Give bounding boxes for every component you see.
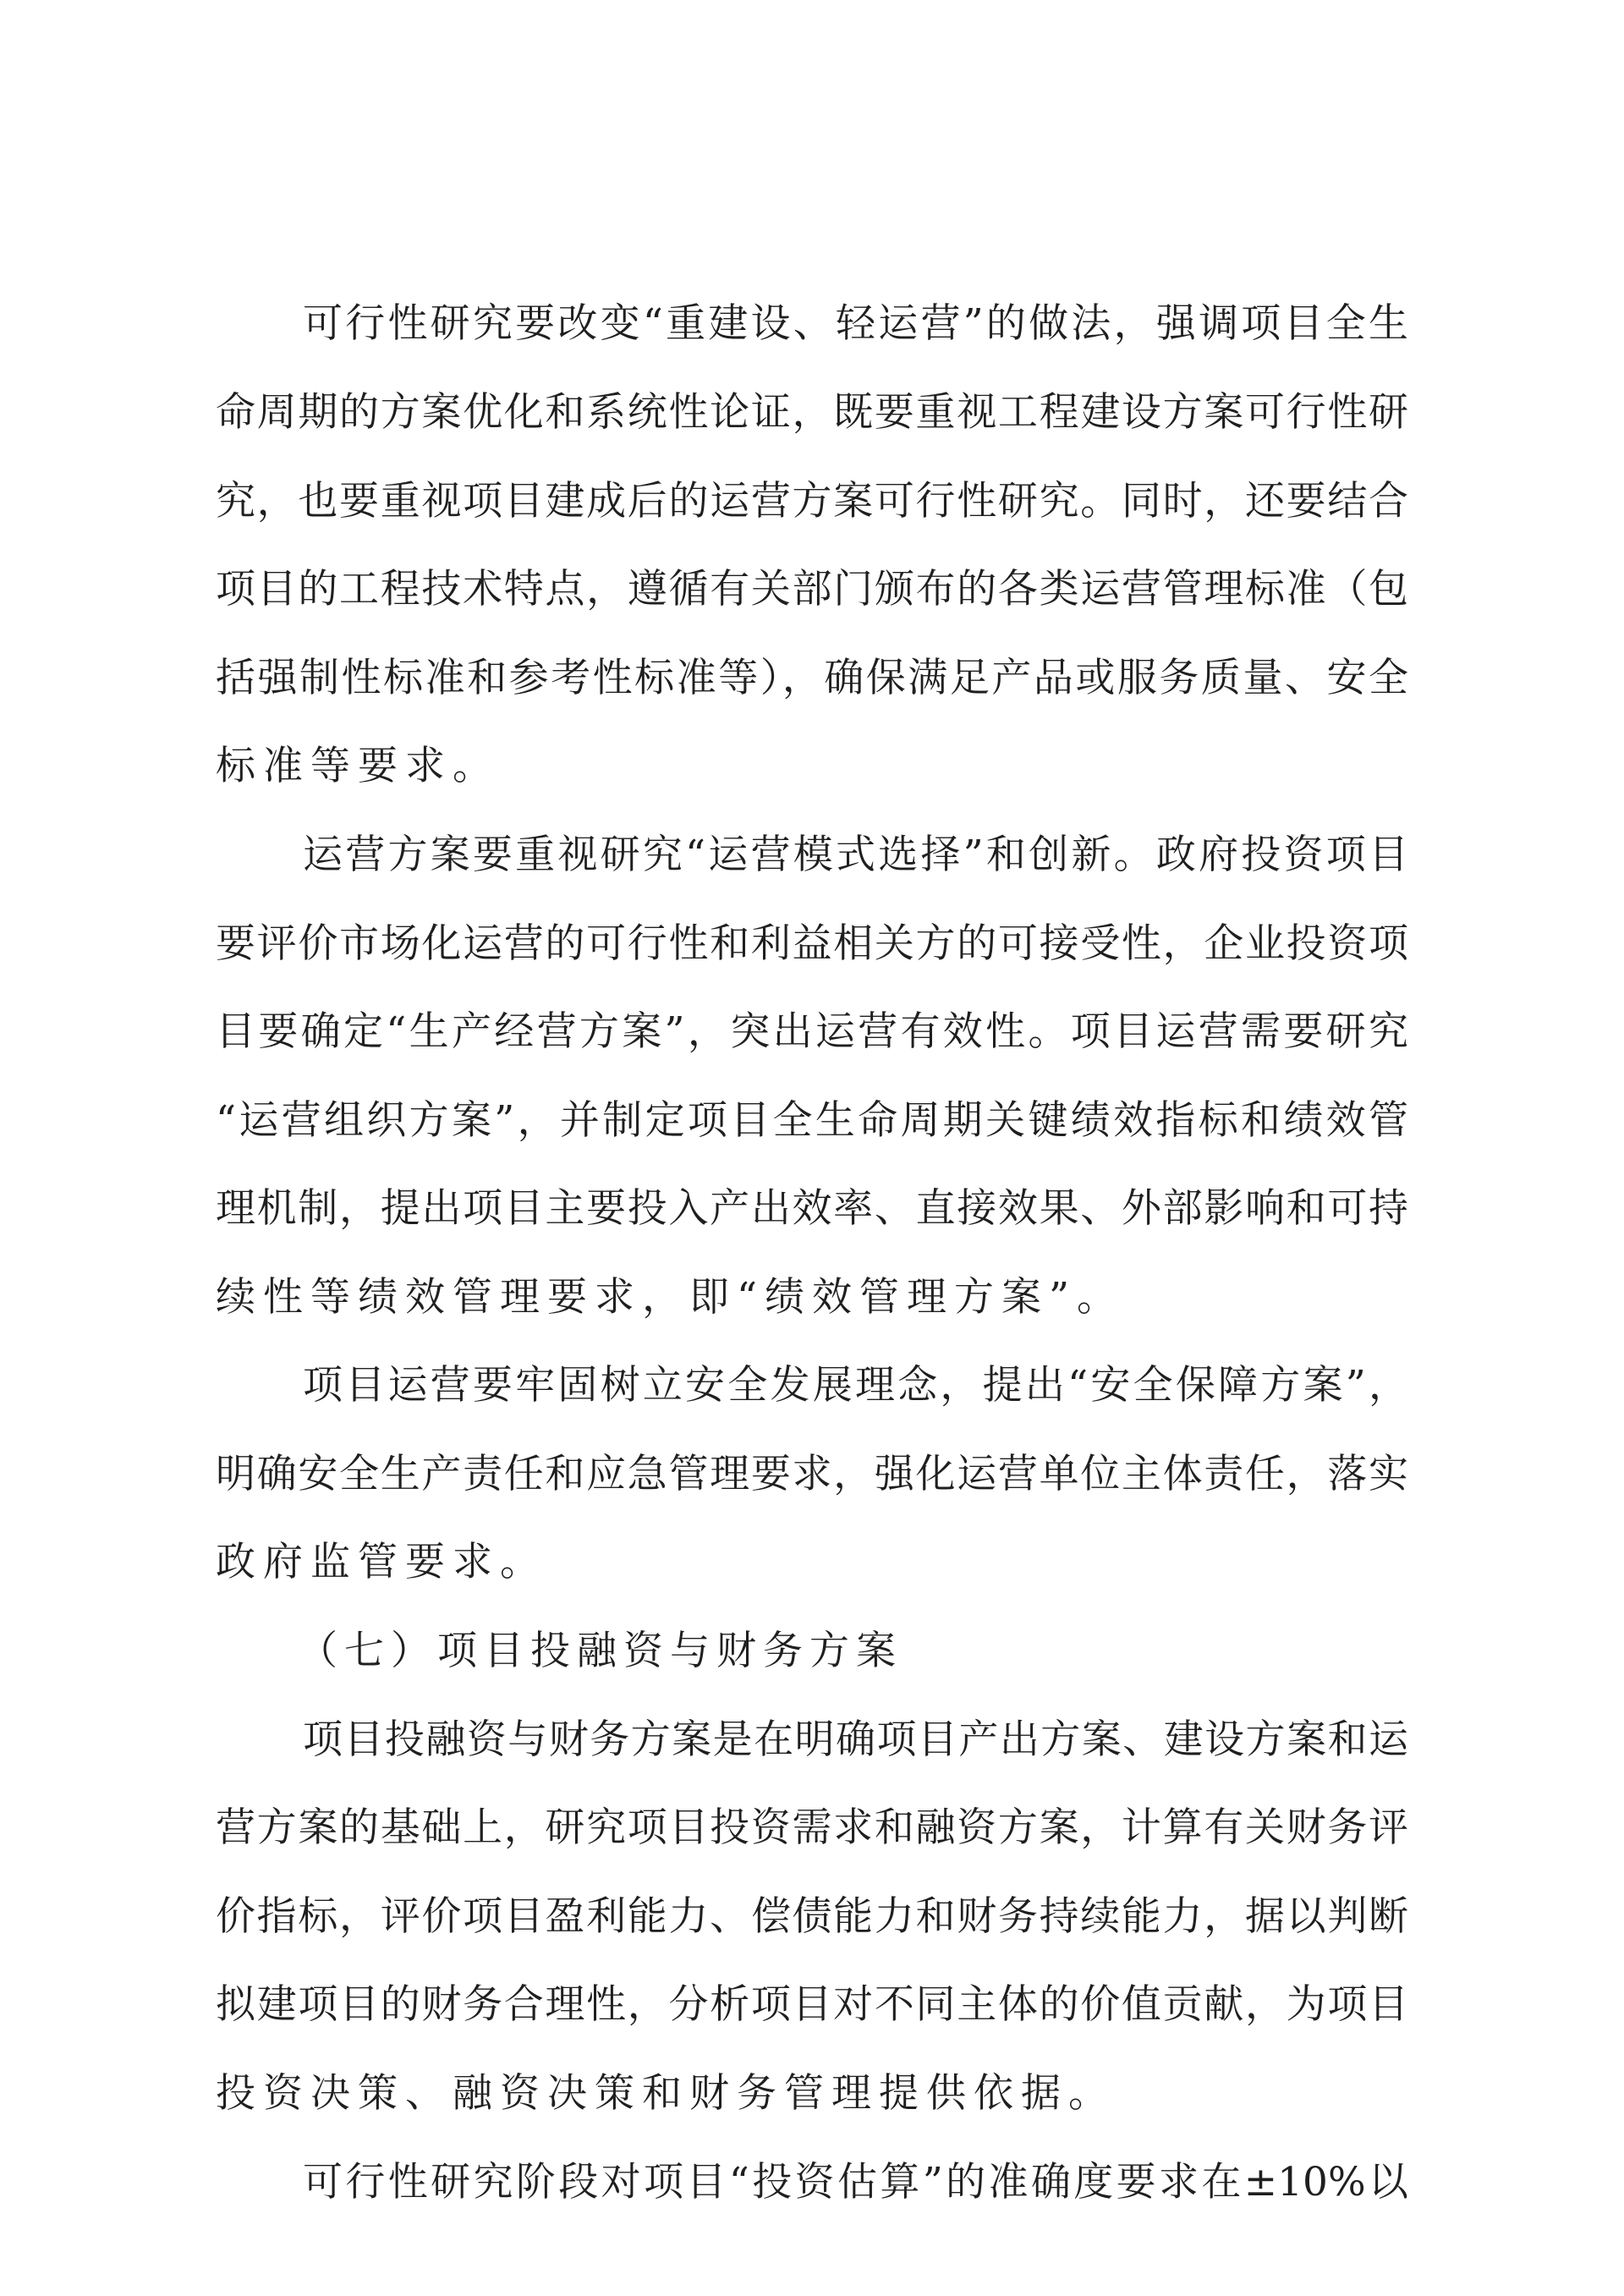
paragraph-1-line-4: 项目的工程技术特点，遵循有关部门颁布的各类运营管理标准（包 xyxy=(216,566,1408,612)
paragraph-4-line-3: 价指标，评价项目盈利能力、偿债能力和财务持续能力，据以判断 xyxy=(216,1893,1408,1940)
paragraph-4-line-5: 投资决策、融资决策和财务管理提供依据。 xyxy=(216,2070,1116,2117)
paragraph-1-line-6: 标准等要求。 xyxy=(216,743,500,789)
paragraph-2-line-2: 要评价市场化运营的可行性和利益相关方的可接受性，企业投资项 xyxy=(216,920,1408,967)
paragraph-1-line-2: 命周期的方案优化和系统性论证，既要重视工程建设方案可行性研 xyxy=(216,389,1408,436)
paragraph-5-line-1: 可行性研究阶段对项目“投资估算”的准确度要求在±10%以 xyxy=(303,2159,1408,2205)
paragraph-3-line-2: 明确安全生产责任和应急管理要求，强化运营单位主体责任，落实 xyxy=(216,1451,1408,1497)
paragraph-1-line-3: 究，也要重视项目建成后的运营方案可行性研究。同时，还要结合 xyxy=(216,478,1408,525)
paragraph-2-line-3: 目要确定“生产经营方案”，突出运营有效性。项目运营需要研究 xyxy=(216,1008,1408,1055)
paragraph-4-line-4: 拟建项目的财务合理性，分析项目对不同主体的价值贡献，为项目 xyxy=(216,1981,1408,2028)
paragraph-2-line-6: 续性等绩效管理要求，即“绩效管理方案”。 xyxy=(216,1274,1125,1321)
section-heading: （七）项目投融资与财务方案 xyxy=(298,1628,903,1674)
paragraph-1-line-1: 可行性研究要改变“重建设、轻运营”的做法，强调项目全生 xyxy=(303,300,1408,347)
paragraph-3-line-3: 政府监管要求。 xyxy=(216,1539,547,1585)
paragraph-3-line-1: 项目运营要牢固树立安全发展理念，提出“安全保障方案”， xyxy=(303,1362,1408,1409)
paragraph-2-line-4: “运营组织方案”，并制定项目全生命周期关键绩效指标和绩效管 xyxy=(216,1097,1408,1144)
paragraph-1-line-5: 括强制性标准和参考性标准等），确保满足产品或服务质量、安全 xyxy=(216,655,1408,701)
paragraph-4-line-2: 营方案的基础上，研究项目投资需求和融资方案，计算有关财务评 xyxy=(216,1804,1408,1851)
paragraph-4-line-1: 项目投融资与财务方案是在明确项目产出方案、建设方案和运 xyxy=(303,1717,1408,1763)
paragraph-2-line-5: 理机制，提出项目主要投入产出效率、直接效果、外部影响和可持 xyxy=(216,1185,1408,1232)
paragraph-2-line-1: 运营方案要重视研究“运营模式选择”和创新。政府投资项目 xyxy=(303,832,1408,878)
